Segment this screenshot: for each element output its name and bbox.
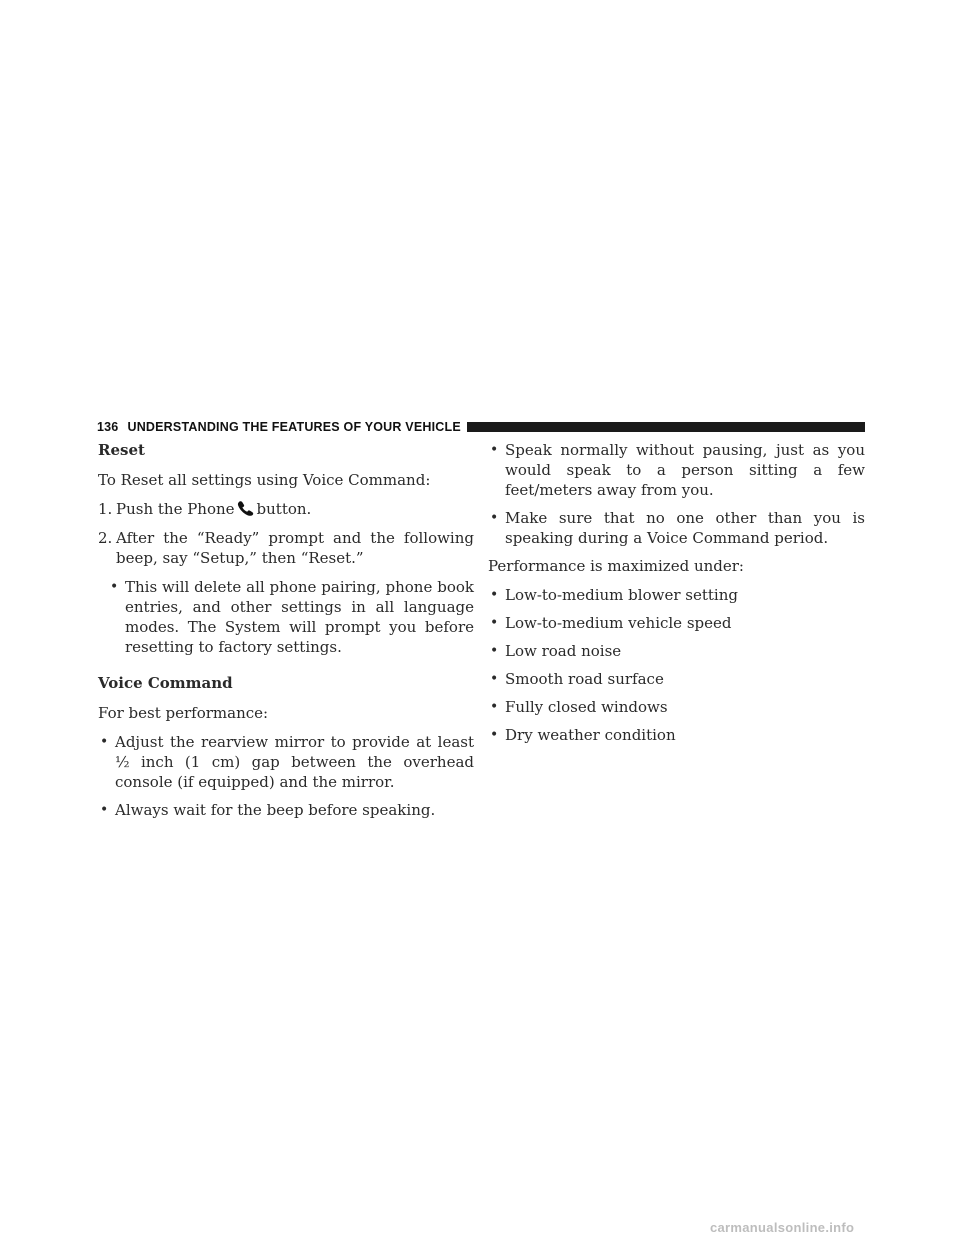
bullet-dot: •: [110, 579, 119, 595]
right-column: [488, 440, 865, 753]
list-item: [488, 725, 865, 745]
list-item-text: Smooth road surface: [505, 670, 664, 688]
step-2-text: After the “Ready” prompt and the following beep, say “Setup,” then “Reset.”: [116, 529, 474, 567]
step-1-text-before: Push the Phone: [116, 500, 235, 518]
list-item-text: Adjust the rearview mirror to provide at least ½ inch (1 cm) gap between the overhead console (if equipped) and the mirror.: [115, 733, 474, 791]
step-1-number: 1.: [98, 500, 113, 518]
bullet-dot: •: [490, 643, 499, 659]
bullet-dot: •: [490, 699, 499, 715]
list-item-text: Low-to-medium vehicle speed: [505, 614, 732, 632]
list-item: [98, 732, 474, 792]
page-number: 136: [97, 420, 119, 434]
bullet-dot: •: [490, 671, 499, 687]
step-1: [98, 499, 474, 519]
step-2-bullet: [108, 577, 474, 657]
step-2-number: 2.: [98, 529, 113, 547]
list-item-text: Make sure that no one other than you is speaking during a Voice Command period.: [505, 509, 865, 547]
voice-command-heading: Voice Command: [98, 674, 233, 692]
list-item-text: Dry weather condition: [505, 726, 676, 744]
watermark: carmanualsonline.info: [710, 1220, 855, 1235]
list-item-text: Speak normally without pausing, just as you would speak to a person sitting a few feet/meters away from you.: [505, 441, 865, 499]
list-item: [488, 613, 865, 633]
bullet-dot: •: [100, 802, 109, 818]
page-header: [97, 419, 865, 435]
bullet-dot: •: [100, 734, 109, 750]
bullet-dot: •: [490, 442, 499, 458]
list-item: [488, 508, 865, 548]
section-title: UNDERSTANDING THE FEATURES OF YOUR VEHICLE: [127, 420, 461, 434]
step-1-text-after: button.: [256, 500, 312, 518]
performance-intro: Performance is maximized under:: [488, 557, 744, 575]
reset-intro: To Reset all settings using Voice Command:: [98, 471, 431, 489]
list-item: [98, 800, 474, 820]
left-column: [98, 440, 474, 828]
step-2-bullet-text: This will delete all phone pairing, phone book entries, and other settings in all language modes. The System will prompt you before resetting to factory settings.: [125, 578, 474, 656]
bullet-dot: •: [490, 587, 499, 603]
list-item: [488, 585, 865, 605]
list-item: [488, 669, 865, 689]
bullet-dot: •: [490, 615, 499, 631]
list-item-text: Always wait for the beep before speaking.: [115, 801, 436, 819]
list-item-text: Low road noise: [505, 642, 622, 660]
list-item: [488, 440, 865, 500]
list-item-text: Fully closed windows: [505, 698, 668, 716]
bullet-dot: •: [490, 510, 499, 526]
list-item: [488, 697, 865, 717]
voice-command-intro: For best performance:: [98, 704, 269, 722]
reset-heading: Reset: [98, 441, 145, 459]
step-2: [98, 528, 474, 568]
header-rule: [467, 422, 865, 432]
list-item: [488, 641, 865, 661]
list-item-text: Low-to-medium blower setting: [505, 586, 738, 604]
bullet-dot: •: [490, 727, 499, 743]
phone-icon: [236, 500, 256, 516]
